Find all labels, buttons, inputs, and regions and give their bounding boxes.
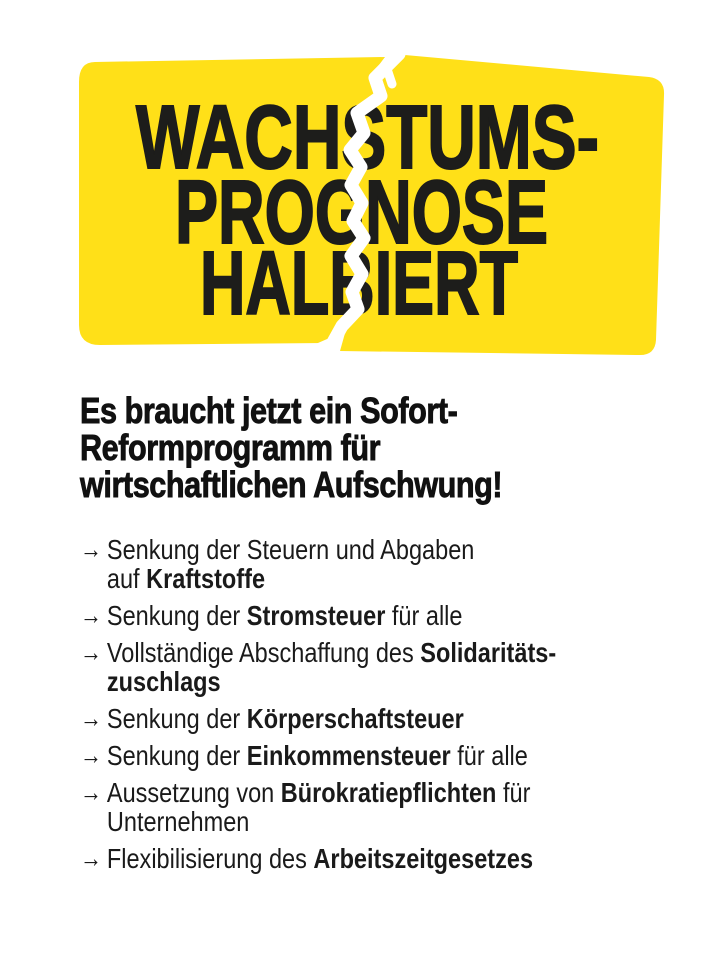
list-item-text-regular: Aussetzung von: [106, 777, 281, 808]
list-item-text: [107, 535, 474, 593]
list-item-text-bold: Stromsteuer: [246, 600, 386, 631]
banner-line-1: WACHSTUMS-: [136, 88, 599, 188]
list-item-text-regular: Senkung der: [106, 600, 247, 631]
page-title: [80, 392, 502, 503]
list-item-text: [107, 844, 533, 873]
banner-line-2: PROGNOSE: [175, 163, 548, 263]
list-item-text-regular: Senkung der: [106, 703, 247, 734]
list-item: [80, 844, 556, 873]
torn-banner: [0, 0, 720, 400]
list-item-text-bold: Kraftstoffe: [146, 563, 266, 594]
list-item-text-bold: zuschlags: [106, 666, 221, 697]
list-item-text-regular: Senkung der Steuern und Abgaben: [106, 534, 475, 565]
arrow-bullet-icon: →: [80, 843, 102, 873]
list-item-text: [107, 704, 464, 733]
list-item-text: [107, 778, 531, 836]
list-item: [80, 741, 556, 770]
banner-line-3: HALBIERT: [200, 234, 519, 334]
arrow-bullet-icon: →: [80, 703, 102, 733]
list-item-text-bold: Solidaritäts-: [420, 637, 557, 668]
list-item-text-regular: Flexibilisierung des: [106, 843, 314, 874]
list-item-text-regular: für: [496, 777, 531, 808]
page-title-line: Reformprogramm für: [80, 427, 381, 468]
list-item: [80, 704, 556, 733]
list-item-text-bold: Arbeitszeitgesetzes: [313, 843, 534, 874]
page-title-line: wirtschaftlichen Aufschwung!: [80, 464, 503, 505]
arrow-bullet-icon: →: [80, 777, 102, 807]
list-item-text-regular: für alle: [385, 600, 463, 631]
list-item-text-bold: Körperschaftsteuer: [246, 703, 464, 734]
list-item-text-bold: Einkommensteuer: [246, 740, 451, 771]
list-item-text-regular: Unternehmen: [106, 806, 250, 837]
list-item-text-regular: auf: [106, 563, 147, 594]
list-item-text-regular: Senkung der: [106, 740, 247, 771]
list-item: [80, 535, 556, 593]
list-item: [80, 778, 556, 836]
reform-list: [80, 535, 556, 881]
list-item-text: [107, 601, 463, 630]
arrow-bullet-icon: →: [80, 534, 102, 564]
list-item-text-regular: für alle: [450, 740, 528, 771]
arrow-bullet-icon: →: [80, 600, 102, 630]
list-item-text-bold: Bürokratiepflichten: [280, 777, 497, 808]
list-item-text: [107, 741, 528, 770]
arrow-bullet-icon: →: [80, 637, 102, 667]
page-title-line: Es braucht jetzt ein Sofort-: [80, 390, 458, 431]
list-item-text: [107, 638, 556, 696]
arrow-bullet-icon: →: [80, 740, 102, 770]
list-item: [80, 638, 556, 696]
list-item-text-regular: Vollständige Abschaffung des: [106, 637, 421, 668]
list-item: [80, 601, 556, 630]
